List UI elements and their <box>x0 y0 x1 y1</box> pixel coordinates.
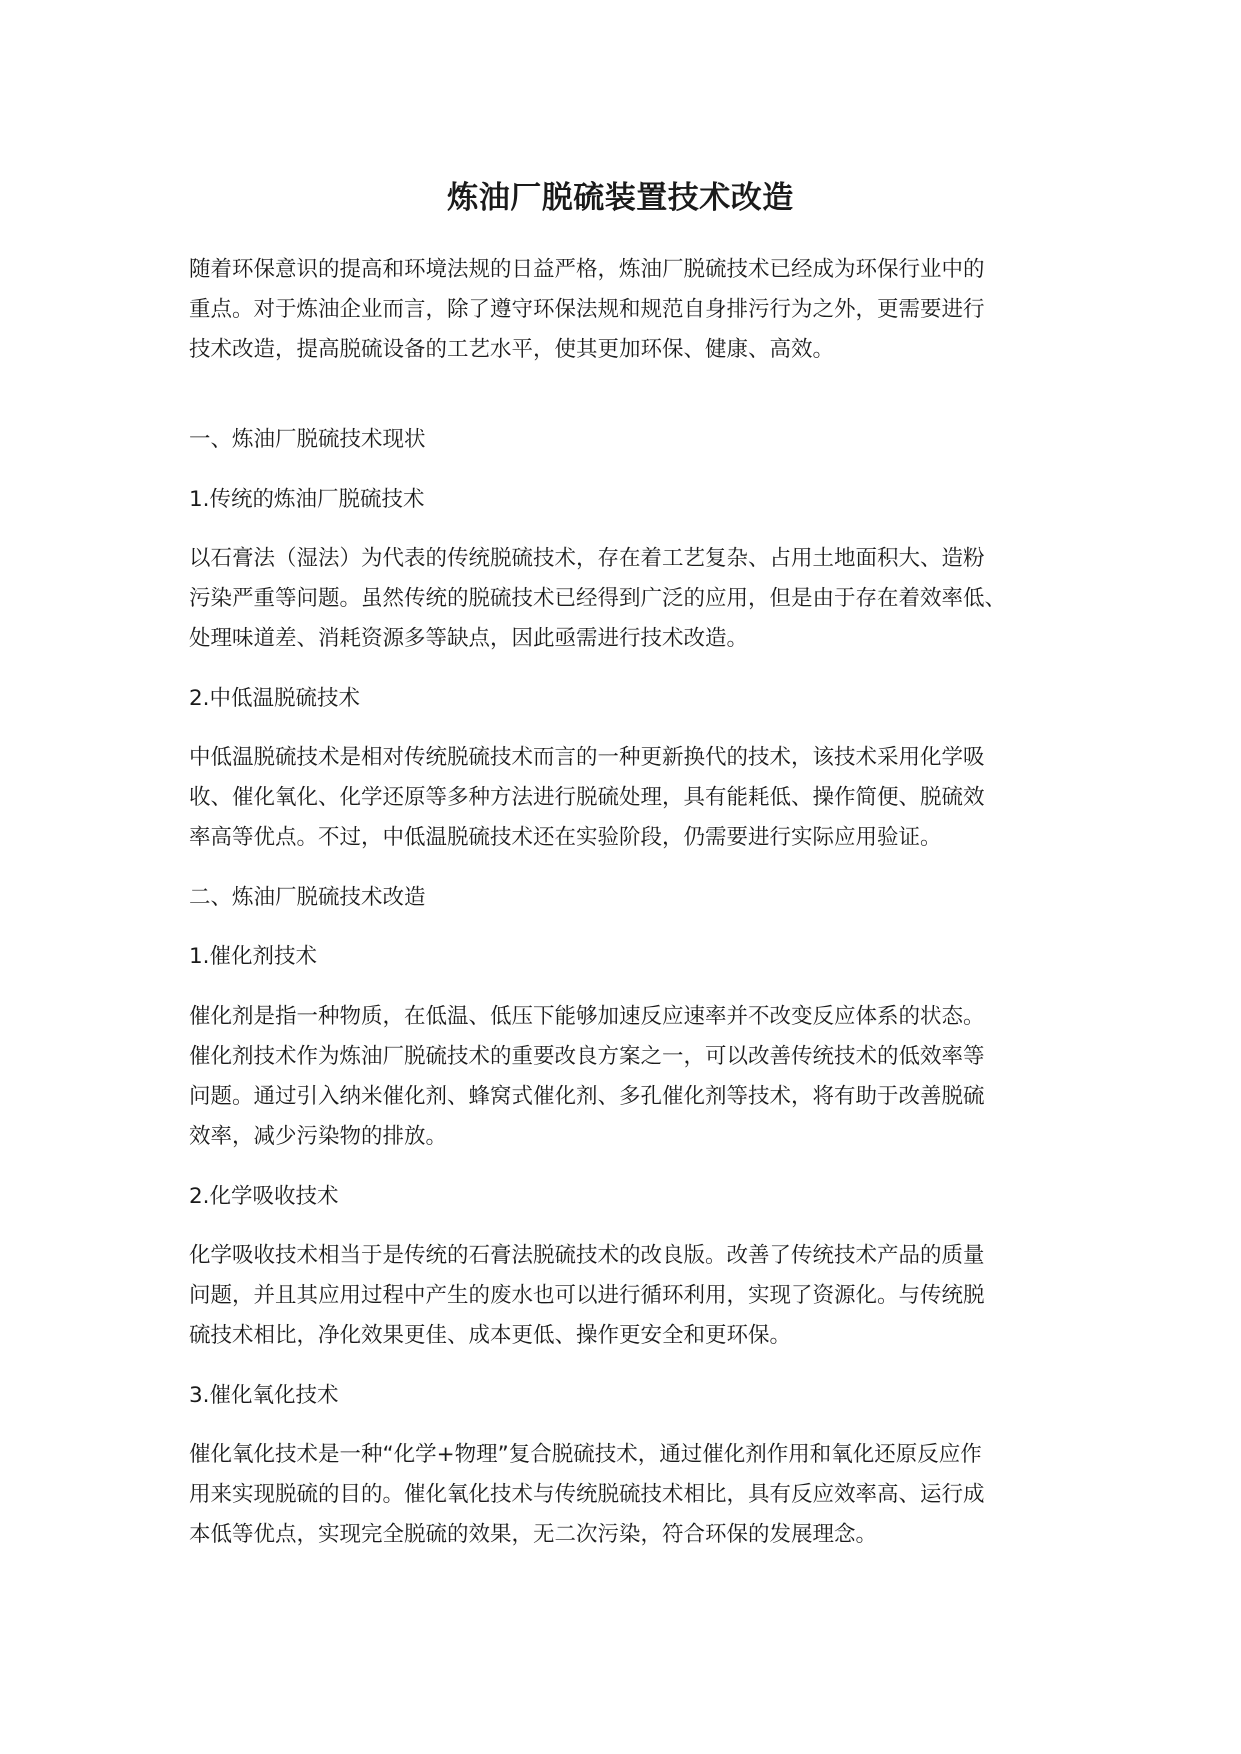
subheading-2-1 <box>189 937 1069 977</box>
text-line: 随着环保意识的提高和环境法规的日益严格，炼油厂脱硫技术已经成为环保行业中的 <box>189 257 985 282</box>
text-line: 中低温脱硫技术是相对传统脱硫技术而言的一种更新换代的技术，该技术采用化学吸 <box>189 745 985 770</box>
heading-text: 二、炼油厂脱硫技术改造 <box>189 885 426 910</box>
text-line: 处理味道差、消耗资源多等缺点，因此亟需进行技术改造。 <box>189 626 749 651</box>
paragraph-traditional <box>189 539 1069 659</box>
text-line: 硫技术相比，净化效果更佳、成本更低、操作更安全和更环保。 <box>189 1323 792 1348</box>
text-line: 化学吸收技术相当于是传统的石膏法脱硫技术的改良版。改善了传统技术产品的质量 <box>189 1243 985 1268</box>
text-line: 效率，减少污染物的排放。 <box>189 1124 448 1149</box>
text-line: 催化氧化技术是一种“化学+物理”复合脱硫技术，通过催化剂作用和氧化还原反应作 <box>189 1442 982 1467</box>
text-line: 重点。对于炼油企业而言，除了遵守环保法规和规范自身排污行为之外，更需要进行 <box>189 297 985 322</box>
heading-text: 3.催化氧化技术 <box>189 1383 339 1408</box>
text-line: 催化剂技术作为炼油厂脱硫技术的重要改良方案之一，可以改善传统技术的低效率等 <box>189 1044 985 1069</box>
heading-text: 2.中低温脱硫技术 <box>189 686 361 711</box>
subheading-2-2 <box>189 1177 1069 1217</box>
text-line: 技术改造，提高脱硫设备的工艺水平，使其更加环保、健康、高效。 <box>189 337 835 362</box>
section-heading-2 <box>189 878 1069 918</box>
heading-text: 一、炼油厂脱硫技术现状 <box>189 427 426 452</box>
paragraph-low-temp <box>189 738 1069 858</box>
heading-text: 2.化学吸收技术 <box>189 1184 339 1209</box>
section-heading-1 <box>189 420 1069 460</box>
text-line: 问题，并且其应用过程中产生的废水也可以进行循环利用，实现了资源化。与传统脱 <box>189 1283 985 1308</box>
subheading-1-1 <box>189 480 1069 520</box>
text-line: 问题。通过引入纳米催化剂、蜂窝式催化剂、多孔催化剂等技术，将有助于改善脱硫 <box>189 1084 985 1109</box>
text-line: 率高等优点。不过，中低温脱硫技术还在实验阶段，仍需要进行实际应用验证。 <box>189 825 942 850</box>
paragraph-catalytic-oxidation <box>189 1435 1069 1555</box>
heading-text: 1.催化剂技术 <box>189 944 318 969</box>
heading-text: 1.传统的炼油厂脱硫技术 <box>189 487 425 512</box>
intro-paragraph <box>189 250 1069 370</box>
text-line: 本低等优点，实现完全脱硫的效果，无二次污染，符合环保的发展理念。 <box>189 1522 878 1547</box>
paragraph-catalyst <box>189 997 1069 1157</box>
text-line: 以石膏法（湿法）为代表的传统脱硫技术，存在着工艺复杂、占用土地面积大、造粉 <box>189 546 985 571</box>
text-line: 污染严重等问题。虽然传统的脱硫技术已经得到广泛的应用，但是由于存在着效率低、 <box>189 586 1007 611</box>
text-line: 用来实现脱硫的目的。催化氧化技术与传统脱硫技术相比，具有反应效率高、运行成 <box>189 1482 985 1507</box>
paragraph-chemical-absorption <box>189 1236 1069 1356</box>
subheading-1-2 <box>189 679 1069 719</box>
text-line: 收、催化氧化、化学还原等多种方法进行脱硫处理，具有能耗低、操作简便、脱硫效 <box>189 785 985 810</box>
document-title: 炼油厂脱硫装置技术改造 <box>447 180 794 216</box>
subheading-2-3 <box>189 1376 1069 1416</box>
text-line: 催化剂是指一种物质，在低温、低压下能够加速反应速率并不改变反应体系的状态。 <box>189 1004 985 1029</box>
